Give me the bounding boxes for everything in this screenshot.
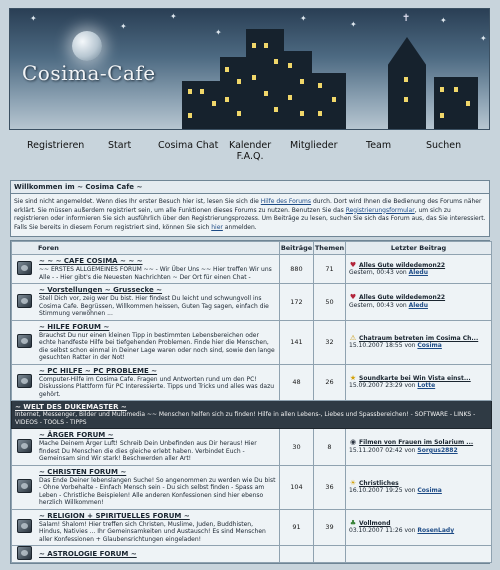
last-post-title[interactable]: Chatraum betreten im Cosima Ch... bbox=[359, 334, 479, 342]
col-header-topics: Themen bbox=[314, 242, 346, 255]
forum-row[interactable] bbox=[12, 284, 492, 321]
forum-desc: ~~ ERSTES ALLGEMEINES FORUM ~~ - Wir Über Uns ~~ Hier treffen Wir uns Alle - - Hier gibt's die Neuesten Nachrichten ~ Der Ort für einen Chat - bbox=[39, 266, 272, 281]
last-post-cell bbox=[346, 509, 492, 546]
last-post-cell bbox=[346, 465, 492, 509]
category-desc: Internet, Messenger, Bilder und Multimedia ~~ Menschen helfen sich zu finden! Hilfe in allen Lebens-, Liebes und Spassbereichen! - SOFTWARE - LINKS - VIDEOS - TOOLS - TIPPS bbox=[15, 411, 476, 426]
last-post-cell bbox=[346, 255, 492, 284]
eye-icon: ◉ bbox=[349, 438, 357, 447]
last-post-user[interactable]: Aledu bbox=[408, 301, 428, 309]
topic-count: 36 bbox=[314, 465, 346, 509]
last-post-user[interactable]: Cosima bbox=[417, 342, 442, 349]
forum-cell bbox=[12, 429, 280, 466]
last-post-date: 15.10.2007 18:55 von bbox=[349, 342, 416, 349]
forum-title[interactable]: ~ CHRISTEN FORUM ~ bbox=[39, 467, 127, 476]
star-icon: ✦ bbox=[215, 28, 222, 37]
forum-title[interactable]: ~ ASTROLOGIE FORUM ~ bbox=[39, 549, 137, 558]
forum-cell bbox=[12, 546, 280, 563]
building bbox=[182, 81, 224, 129]
star-icon: ✦ bbox=[30, 14, 37, 23]
forum-title[interactable]: ~ Vorstellungen ~ Grussecke ~ bbox=[39, 286, 163, 294]
forum-folder-icon bbox=[17, 546, 32, 560]
welcome-title: Willkommen im ~ Cosima Cafe ~ bbox=[11, 181, 489, 194]
forum-desc: Salam! Shalom! Hier treffen sich Christen, Muslime, Juden, Buddhisten, Hindus, Nativies ... Ihr Gemeinsamkeiten und Austausch! Es sind Menschen aller Konfessionen + Glaubensrichtungen eingeladen! bbox=[39, 520, 266, 543]
forum-title[interactable]: ~ HILFE FORUM ~ bbox=[39, 322, 110, 331]
forum-cell bbox=[12, 465, 280, 509]
forum-folder-icon bbox=[17, 519, 32, 533]
star-icon: ✦ bbox=[480, 34, 487, 43]
forum-desc: Computer-Hilfe im Cosima Cafe. Fragen und Antworten rund um den PC! Diskussions Plattform für PC Interessierte. Tipps und Tricks und alles was dazu gehört. bbox=[39, 375, 275, 398]
post-count: 91 bbox=[280, 509, 314, 546]
forum-folder-icon bbox=[17, 334, 32, 348]
forum-cell bbox=[12, 284, 280, 321]
last-post-cell bbox=[346, 320, 492, 364]
last-post-title[interactable]: Christliches bbox=[359, 479, 399, 487]
nav-calendar-faq[interactable]: Kalender F.A.Q. bbox=[229, 140, 272, 162]
last-post-title[interactable]: Vollmond bbox=[359, 519, 391, 527]
topic-count: 50 bbox=[314, 284, 346, 321]
nav-search[interactable]: Suchen bbox=[426, 140, 462, 151]
last-post-user[interactable]: RosenLady bbox=[417, 527, 455, 535]
welcome-text-part: durch. Dort wird Ihnen die Bedienung des Forums näher erklärt. Sie müssen außerdem registriert sein, um alle Funktionen dieses Forums zu nutzen. Benutzen Sie das bbox=[14, 198, 482, 214]
star-icon: ✦ bbox=[300, 14, 307, 23]
post-count: 30 bbox=[280, 429, 314, 466]
last-post-date: Gestern, 00:43 von bbox=[349, 269, 407, 276]
building bbox=[246, 29, 284, 129]
forum-folder-icon bbox=[17, 261, 32, 275]
welcome-text-part: anmelden. bbox=[222, 223, 257, 231]
star-icon: ✦ bbox=[120, 22, 127, 31]
star-icon: ✦ bbox=[440, 16, 447, 25]
post-count: 141 bbox=[280, 320, 314, 364]
heart-icon: ♥ bbox=[349, 293, 357, 302]
post-count: 48 bbox=[280, 364, 314, 401]
forum-row[interactable] bbox=[12, 255, 492, 284]
col-header-forums: Foren bbox=[12, 242, 280, 255]
welcome-text-part: , um sich zu registrieren oder informieren Sie sich ausführlich über den Registrierungsprozess. Um Beiträge zu lesen, suchen Sie sich das Forum aus, das Sie interessiert. Falls Sie bereits in diesem Forum registriert sind, können Sie sich bbox=[14, 206, 486, 231]
help-link[interactable]: Hilfe des Forums bbox=[260, 198, 312, 205]
welcome-box bbox=[10, 180, 490, 237]
nav-chat[interactable]: Cosima Chat bbox=[158, 140, 219, 151]
forum-row[interactable] bbox=[12, 546, 492, 563]
forum-desc: Mache Deinem Ärger Luft! Schreib Dein Unbefinden aus Dir heraus! Hier findest Du Menschen die dies gleiche erlebt haben. Verbindet Euch - Gemeinsam sind Wir stark! Beschwerden aller Art! bbox=[39, 440, 257, 462]
post-count bbox=[280, 546, 314, 563]
last-post-date: 16.10.2007 19:25 von bbox=[349, 487, 416, 494]
welcome-text-part: Sie sind nicht angemeldet. Wenn dies Ihr erster Besuch hier ist, lesen Sie sich die bbox=[14, 198, 261, 205]
forum-row[interactable] bbox=[12, 364, 492, 401]
last-post-date: 15.09.2007 23:29 von bbox=[349, 382, 416, 390]
forum-cell bbox=[12, 320, 280, 364]
site-title[interactable]: Cosima-Cafe bbox=[22, 61, 156, 85]
sun-icon: ☀ bbox=[349, 478, 357, 487]
clover-icon: ♣ bbox=[349, 518, 357, 527]
forum-row[interactable] bbox=[12, 320, 492, 364]
forum-cell bbox=[12, 509, 280, 546]
church-building bbox=[388, 37, 426, 129]
forum-title[interactable]: ~ PC HILFE ~ PC PROBLEME ~ bbox=[39, 366, 158, 375]
topic-count bbox=[314, 546, 346, 563]
forum-desc: Das Ende Deiner lebenslangen Suche! So angenommen zu werden wie Du bist - Ohne Vorbehalte - Einfach Mensch sein - Du sich selbst finden - Spass am Leben - Christliche Beispielen! Alle anderen Konfessionen sind hier ebenso herzlich Willkommen! bbox=[39, 476, 276, 506]
forum-row[interactable] bbox=[12, 509, 492, 546]
category-row[interactable] bbox=[12, 401, 492, 429]
post-count: 104 bbox=[280, 465, 314, 509]
last-post-user[interactable]: Cosima bbox=[417, 487, 442, 494]
building bbox=[220, 57, 248, 129]
col-header-last-post: Letzter Beitrag bbox=[346, 242, 492, 255]
last-post-date: 03.10.2007 11:26 von bbox=[349, 527, 416, 535]
welcome-text bbox=[11, 194, 489, 236]
topic-count: 39 bbox=[314, 509, 346, 546]
star-icon: ★ bbox=[349, 373, 357, 382]
post-count: 880 bbox=[280, 255, 314, 284]
registration-link[interactable]: Registrierungsformular bbox=[345, 206, 415, 214]
forum-folder-icon bbox=[17, 479, 32, 493]
forum-title[interactable]: ~ RELIGION + SPIRITUELLES FORUM ~ bbox=[39, 511, 190, 520]
cross-icon: ✝ bbox=[402, 13, 411, 24]
moon-image bbox=[72, 31, 102, 61]
forum-row[interactable] bbox=[12, 429, 492, 466]
col-header-posts: Beiträge bbox=[280, 242, 314, 255]
heart-icon: ♥ bbox=[349, 260, 357, 269]
last-post-cell bbox=[346, 429, 492, 466]
star-icon: ✦ bbox=[170, 12, 177, 21]
topic-count: 26 bbox=[314, 364, 346, 401]
forum-title[interactable]: ~ ~ ~ CAFE COSIMA ~ ~ ~ bbox=[39, 257, 143, 265]
last-post-cell bbox=[346, 364, 492, 401]
star-icon: ✦ bbox=[350, 20, 357, 29]
last-post-cell bbox=[346, 284, 492, 321]
main-nav bbox=[9, 132, 490, 174]
last-post-date: Gestern, 00:43 von bbox=[349, 301, 407, 309]
last-post-cell bbox=[346, 546, 492, 563]
warning-icon: ⚠ bbox=[349, 333, 357, 342]
last-post-user[interactable]: Sorgus2882 bbox=[417, 446, 458, 454]
nav-team[interactable]: Team bbox=[366, 140, 392, 151]
building bbox=[310, 73, 346, 129]
building bbox=[282, 51, 312, 129]
last-post-user[interactable]: Lotte bbox=[417, 382, 436, 390]
last-post-title[interactable]: Alles Gute wildedemon22 bbox=[359, 261, 446, 269]
forum-folder-icon bbox=[17, 439, 32, 453]
category-title[interactable]: ~ WELT DES DUKEMASTER ~ bbox=[15, 403, 127, 411]
forum-row[interactable] bbox=[12, 465, 492, 509]
last-post-user[interactable]: Aledu bbox=[408, 269, 428, 276]
last-post-title[interactable]: Soundkarte bei Win Vista einst... bbox=[359, 374, 471, 382]
last-post-title[interactable]: Filmen von Frauen im Solarium ... bbox=[359, 439, 474, 447]
nav-members[interactable]: Mitglieder bbox=[290, 140, 338, 151]
login-link[interactable]: hier bbox=[211, 223, 223, 231]
nav-start[interactable]: Start bbox=[108, 140, 132, 151]
forum-cell bbox=[12, 364, 280, 401]
forum-desc: Brauchst Du nur einen kleinen Tipp in bestimmten Lebensbereichen oder echte handfeste Hilfe bei tiefgehenden Problemen. Finde hier die Menschen, die selbst schon einmal in Deiner Lage waren oder noch sind, sowie den lange gesuchten Ratter in der Not! bbox=[39, 331, 275, 361]
forum-folder-icon bbox=[17, 374, 32, 388]
forum-title[interactable]: ~ ÄRGER FORUM ~ bbox=[39, 431, 114, 439]
topic-count: 8 bbox=[314, 429, 346, 466]
forum-cell bbox=[12, 255, 280, 284]
post-count: 172 bbox=[280, 284, 314, 321]
topic-count: 71 bbox=[314, 255, 346, 284]
building bbox=[434, 77, 478, 129]
topic-count: 32 bbox=[314, 320, 346, 364]
forum-desc: Stell Dich vor, zeig wer Du bist. Hier findest Du leicht und schwungvoll ins Cosima Cafe. Begrüssen, Willkommen heissen, Guten Tag sagen, einfach die Stimmung verwöhnen ... bbox=[39, 295, 269, 317]
last-post-title[interactable]: Alles Gute wildedemon22 bbox=[359, 294, 446, 302]
nav-register[interactable]: Registrieren bbox=[27, 140, 85, 151]
forum-folder-icon bbox=[17, 294, 32, 308]
header-banner bbox=[9, 8, 490, 130]
forum-table bbox=[10, 240, 490, 564]
last-post-date: 15.11.2007 02:42 von bbox=[349, 446, 416, 454]
